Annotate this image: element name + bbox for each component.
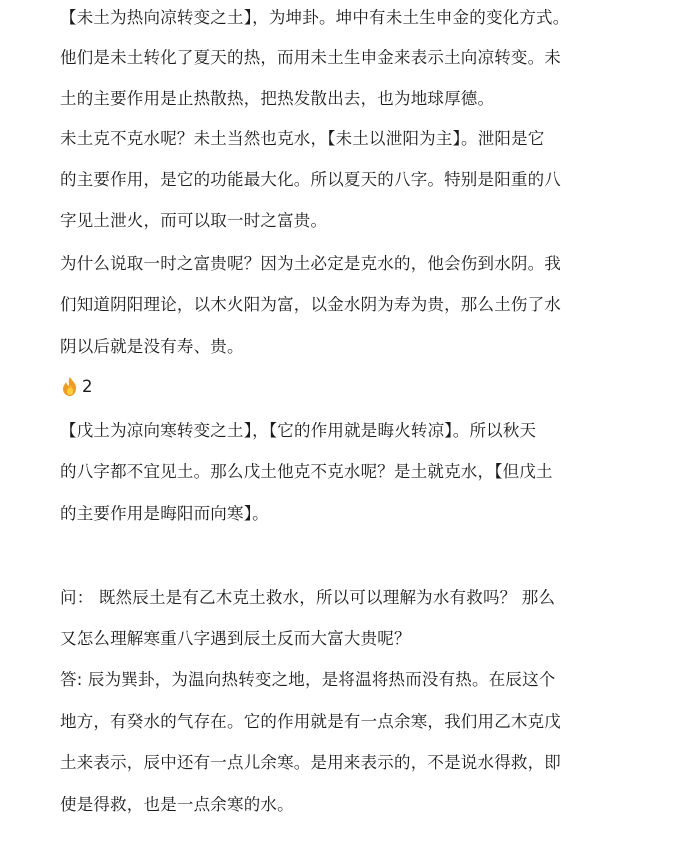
text-line: 未土克不克水呢？未土当然也克水，【未土以泄阳为主】。泄阳是它 xyxy=(60,129,545,148)
text-line: 【未土为热向凉转变之土】，为坤卦。坤中有未土生申金的变化方式。 xyxy=(60,8,570,27)
section-marker xyxy=(60,376,93,398)
text-line: 的八字都不宜见土。那么戊土他克不克水呢？是土就克水，【但戊土 xyxy=(60,462,553,481)
text-line: 土的主要作用是止热散热，把热发散出去，也为地球厚德。 xyxy=(60,89,495,108)
text-line: 他们是未土转化了夏天的热，而用未土生申金来表示土向凉转变。未 xyxy=(60,48,561,67)
answer-line: 答: 辰为巽卦，为温向热转变之地，是将温将热而没有热。在辰这个 xyxy=(60,670,556,689)
text-line: 的主要作用，是它的功能最大化。所以夏天的八字。特别是阳重的八 xyxy=(60,170,561,189)
section-number: 2 xyxy=(82,377,93,396)
text-line: 阴以后就是没有寿、贵。 xyxy=(60,337,244,356)
text-line: 【戊土为凉向寒转变之土】，【它的作用就是晦火转凉】。所以秋天 xyxy=(60,421,537,440)
fire-icon xyxy=(60,376,80,398)
question-line: 问： 既然辰土是有乙木克土救水，所以可以理解为水有救吗？ 那么 xyxy=(60,588,556,607)
answer-line: 地方，有癸水的气存在。它的作用就是有一点余寒，我们用乙木克戊 xyxy=(60,712,561,731)
answer-line: 使是得救，也是一点余寒的水。 xyxy=(60,795,294,814)
text-line: 的主要作用是晦阳而向寒】。 xyxy=(60,504,269,523)
question-line: 又怎么理解寒重八字遇到辰土反而大富大贵呢？ xyxy=(60,629,411,648)
text-line: 们知道阴阳理论，以木火阳为富，以金水阴为寿为贵，那么土伤了水 xyxy=(60,295,561,314)
text-line: 字见土泄火，而可以取一时之富贵。 xyxy=(60,211,328,230)
answer-line: 土来表示，辰中还有一点儿余寒。是用来表示的，不是说水得救，即 xyxy=(60,753,561,772)
text-line: 为什么说取一时之富贵呢？因为土必定是克水的，他会伤到水阴。我 xyxy=(60,254,561,273)
